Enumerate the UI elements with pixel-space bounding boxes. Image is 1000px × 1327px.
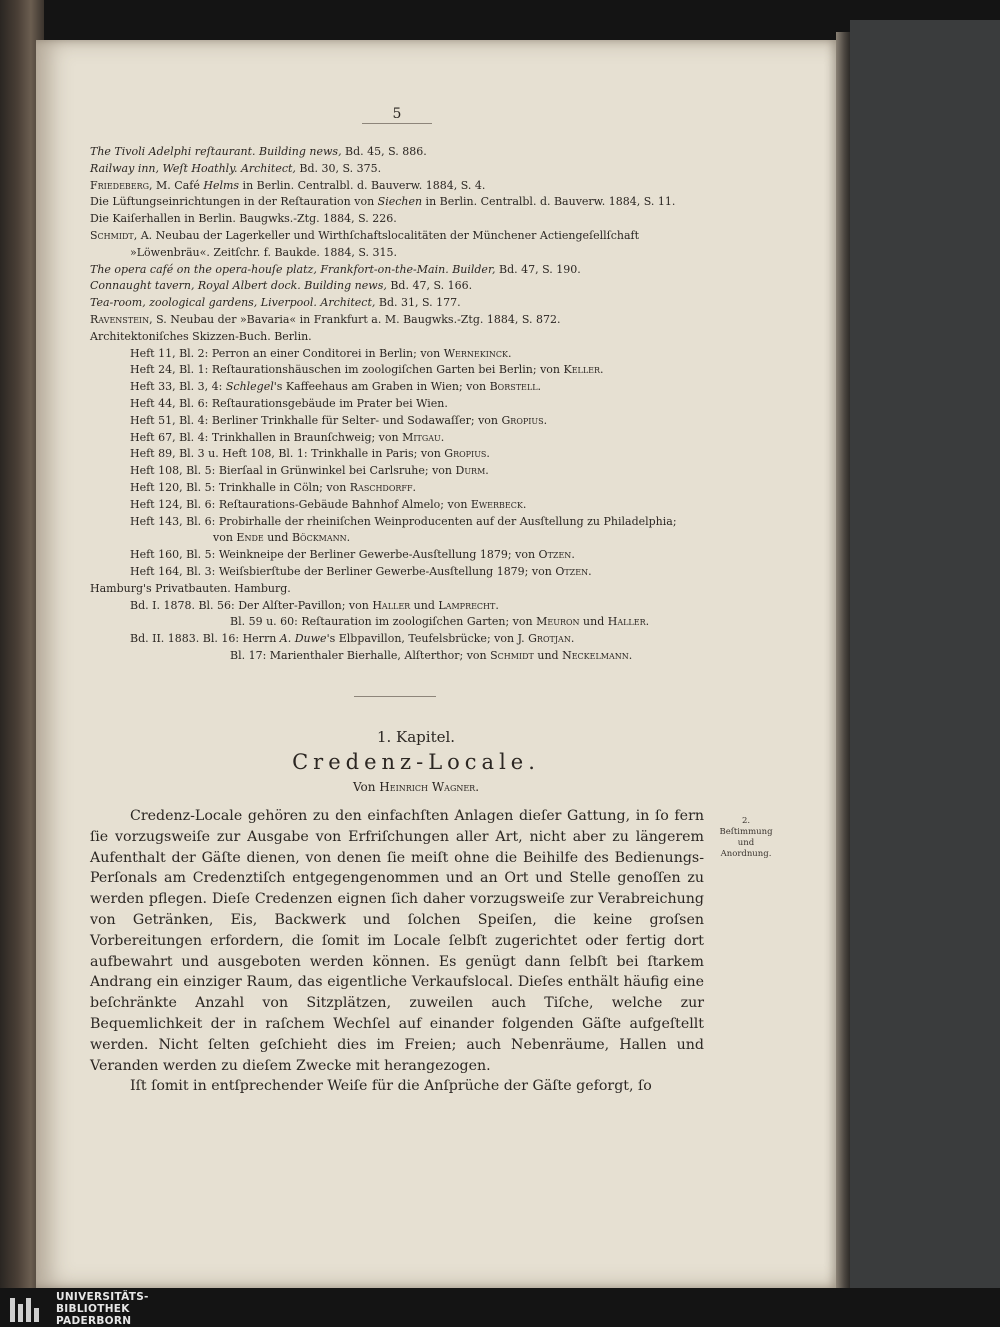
margin-note-line: Anordnung.: [720, 849, 772, 859]
reference-entry: [90, 598, 770, 615]
reference-text: »Löwenbräu«. Zeitſchr. f. Baukde. 1884, S. 315.: [130, 245, 398, 259]
reference-text: Bd. 30, S. 375.: [295, 161, 382, 175]
reference-entry: [90, 161, 770, 178]
author-suffix: .: [475, 780, 480, 794]
reference-text: Railway inn, Weſt Hoathly. Architect,: [90, 161, 296, 175]
book-page: [36, 40, 836, 1288]
page-number: 5: [362, 106, 432, 124]
reference-entry: [90, 413, 770, 430]
reference-entry: [90, 194, 770, 211]
reference-text: Heft 108, Bl. 5: Bierſaal in Grünwinkel bei Carlsruhe; von: [130, 464, 456, 478]
book-cover-right: [850, 20, 1000, 1288]
reference-entry: [90, 480, 770, 497]
reference-entry: [90, 530, 770, 547]
margin-note-line: 2.: [741, 816, 751, 826]
reference-entry: [90, 514, 770, 531]
reference-text: Heft 89, Bl. 3 u. Heft 108, Bl. 1: Trinkhalle in Paris; von: [130, 447, 445, 461]
reference-text: Keller: [563, 363, 601, 377]
reference-text: Otzen: [555, 564, 589, 578]
reference-text: Bd. 31, S. 177.: [375, 296, 461, 310]
reference-text: .: [412, 480, 417, 494]
reference-text: Architektoniſches Skizzen-Buch. Berlin.: [90, 329, 312, 343]
reference-text: Schmidt: [90, 228, 134, 242]
reference-text: Bd. 47, S. 190.: [495, 262, 581, 276]
page-content: [36, 40, 836, 1288]
reference-entry: [90, 581, 770, 598]
body-paragraph: Credenz-Locale gehören zu den einfachſten Anlagen dieſer Gattung, in ſo fern ſie vorzugsweiſe zur Ausgabe von Erfriſchungen aller Art, nicht aber zu längerem Aufenthalt der Gäſte dienen, von denen ſie meiſt ohne die Beihilfe des Bedienungs-Perſonals am Credenztiſch entgegengenommen und an Ort und Stelle genoſſen zu werden pflegen. Dieſe Credenzen eignen ſich daher vorzugsweiſe zur Verabreichung von Getränken, Eis, Backwerk und ſolchen Speiſen, die keine groſsen Vorbereitungen erfordern, die ſomit im Locale ſelbſt zugerichtet oder fertig dort aufbewahrt und ausgeboten werden können. Es genügt dann ſelbſt bei ſtarkem Andrang ein einziger Raum, das eigentliche Verkaufslocal. Dieſes enthält häufig eine beſchränkte Anzahl von Sitzplätzen, zuweilen auch Tiſche, welche zur Bequemlichkeit der in raſchem Wechſel auf einander folgenden Gäſte aufgeſtellt werden. Nicht ſelten geſchieht dies im Freien; auch Nebenräume, Hallen und Veranden werden zu dieſem Zwecke mit herangezogen.: [90, 808, 704, 1074]
library-logo-icon: [10, 1298, 40, 1322]
reference-text: Raschdorff: [349, 480, 413, 494]
reference-entry: [90, 648, 770, 665]
reference-text: A. Duwe: [279, 632, 327, 646]
reference-text: Connaught tavern, Royal Albert dock. Building news,: [90, 279, 387, 293]
page-edge-right: [836, 32, 850, 1288]
reference-text: .: [570, 632, 575, 646]
logo-line: UNIVERSITÄTS-: [56, 1291, 149, 1303]
logo-line: PADERBORN: [56, 1315, 132, 1327]
reference-text: Tea-room, zoological gardens, Liverpool. Architect,: [90, 296, 376, 310]
author-name: Heinrich Wagner: [379, 780, 476, 794]
reference-text: Heft 44, Bl. 6: Reſtaurationsgebäude im Prater bei Wien.: [130, 396, 448, 410]
reference-text: Heft 124, Bl. 6: Reſtaurations-Gebäude Bahnhof Almelo; von: [130, 497, 471, 511]
reference-text: The Tivoli Adelphi reſtaurant. Building news,: [90, 145, 342, 158]
reference-entry: [90, 211, 770, 228]
reference-text: Bd. I. 1878. Bl. 56: Der Alſter-Pavillon; von: [130, 598, 373, 612]
reference-text: Ravenstein: [90, 312, 150, 326]
bibliography-list: [90, 144, 770, 665]
reference-text: Haller: [607, 615, 646, 629]
reference-text: Heft 143, Bl. 6: Probirhalle der rheiniſchen Weinproducenten auf der Ausſtellung zu Philadelphia;: [130, 514, 677, 528]
library-logo-text: [56, 1291, 149, 1327]
reference-text: The opera café on the opera-houſe platz, Frankfort-on-the-Main. Builder,: [90, 262, 496, 276]
reference-text: Durm: [455, 464, 486, 478]
chapter-number: 1. Kapitel.: [376, 728, 456, 746]
reference-entry: [90, 262, 770, 279]
reference-text: und: [263, 531, 292, 545]
reference-text: Borstell: [489, 380, 538, 394]
reference-text: , A. Neubau der Lagerkeller und Wirthſchaftslocalitäten der Münchener Actiengeſellſchaft: [133, 228, 640, 242]
chapter-author: [36, 780, 796, 794]
reference-text: Heft 67, Bl. 4: Trinkhallen in Braunſchweig; von: [130, 430, 403, 444]
reference-text: Hamburg's Privatbauten. Hamburg.: [90, 581, 291, 595]
reference-text: Ende: [236, 531, 264, 545]
reference-text: Friedeberg: [90, 178, 150, 192]
reference-entry: [90, 178, 770, 195]
reference-text: Mitgau: [402, 430, 441, 444]
reference-text: Die Kaiſerhallen in Berlin. Baugwks.-Ztg. 1884, S. 226.: [90, 212, 397, 226]
margin-note-line: Beſtimmung: [719, 827, 773, 837]
author-prefix: Von: [352, 780, 380, 794]
reference-text: Gropius: [501, 413, 544, 427]
reference-text: , M. Café: [149, 178, 204, 192]
reference-text: .: [486, 447, 490, 461]
reference-entry: [90, 312, 770, 329]
reference-text: in Berlin. Centralbl. d. Bauverw. 1884, S. 11.: [422, 195, 676, 209]
reference-text: .: [588, 564, 592, 578]
reference-text: Wernekinck: [443, 346, 508, 360]
reference-text: und: [533, 648, 563, 662]
reference-entry: [90, 430, 770, 447]
reference-entry: [90, 329, 770, 346]
footer-bar: [0, 1288, 1000, 1327]
reference-text: .: [485, 464, 489, 478]
reference-text: .: [543, 413, 548, 427]
reference-text: Bd. 45, S. 886.: [341, 145, 427, 158]
reference-entry: [90, 614, 770, 631]
reference-text: in Berlin. Centralbl. d. Bauverw. 1884, S. 4.: [239, 178, 486, 192]
reference-entry: [90, 245, 770, 262]
reference-entry: [90, 379, 770, 396]
reference-text: .: [507, 346, 512, 360]
reference-text: 's Kaffeehaus am Graben in Wien; von: [273, 380, 490, 394]
reference-text: Otzen: [538, 548, 572, 562]
reference-entry: [90, 547, 770, 564]
reference-text: .: [522, 497, 527, 511]
body-text: [90, 806, 704, 1097]
reference-text: Böckmann: [291, 531, 347, 545]
reference-text: Bl. 17: Marienthaler Bierhalle, Alſterthor; von: [230, 648, 491, 662]
reference-text: .: [346, 531, 351, 545]
reference-text: Heft 33, Bl. 3, 4:: [130, 380, 226, 394]
reference-text: Bl. 59 u. 60: Reſtauration im zoologiſchen Garten; von: [230, 615, 537, 629]
reference-text: .: [440, 430, 445, 444]
reference-entry: [90, 278, 770, 295]
reference-text: Heft 120, Bl. 5: Trinkhalle in Cöln; von: [130, 480, 350, 494]
reference-entry: [90, 144, 770, 161]
reference-text: Bd. II. 1883. Bl. 16: Herrn: [130, 632, 280, 646]
logo-line: BIBLIOTHEK: [56, 1303, 130, 1315]
margin-note-line: und: [737, 838, 755, 848]
reference-entry: [90, 346, 770, 363]
reference-text: Schmidt: [490, 648, 534, 662]
reference-entry: [90, 228, 770, 245]
reference-text: .: [571, 548, 575, 562]
reference-text: .: [600, 363, 604, 377]
reference-entry: [90, 446, 770, 463]
reference-text: Heft 51, Bl. 4: Berliner Trinkhalle für Selter- und Sodawaſſer; von: [130, 413, 502, 427]
reference-text: Lamprecht: [438, 598, 496, 612]
reference-text: Heft 24, Bl. 1: Reſtaurationshäuschen im zoologiſchen Garten bei Berlin; von: [130, 363, 564, 377]
section-divider: [354, 696, 436, 697]
reference-entry: [90, 564, 770, 581]
reference-text: und: [410, 598, 439, 612]
reference-text: Helms: [203, 178, 240, 192]
margin-note: [712, 816, 780, 860]
reference-text: Schlegel: [225, 380, 274, 394]
reference-entry: [90, 631, 770, 648]
reference-text: 's Elbpavillon, Teufelsbrücke; von: [326, 632, 518, 646]
reference-text: J. Grotjan: [517, 632, 571, 646]
reference-text: Neckelmann: [562, 648, 629, 662]
reference-text: .: [495, 598, 499, 612]
reference-text: Ewerbeck: [470, 497, 523, 511]
reference-text: Heft 160, Bl. 5: Weinkneipe der Berliner Gewerbe-Ausſtellung 1879; von: [130, 548, 539, 562]
reference-text: Siechen: [377, 195, 423, 209]
reference-text: .: [645, 615, 650, 629]
reference-text: Die Lüftungseinrichtungen in der Reſtauration von: [90, 195, 378, 209]
reference-text: Heft 164, Bl. 3: Weiſsbierſtube der Berliner Gewerbe-Ausſtellung 1879; von: [130, 564, 556, 578]
reference-text: und: [579, 615, 608, 629]
reference-entry: [90, 362, 770, 379]
chapter-title: Credenz-Locale.: [292, 750, 540, 774]
reference-text: , S. Neubau der »Bavaria« in Frankfurt a. M. Baugwks.-Ztg. 1884, S. 872.: [149, 312, 561, 326]
reference-text: Heft 11, Bl. 2: Perron an einer Conditorei in Berlin; von: [130, 346, 444, 360]
reference-entry: [90, 463, 770, 480]
reference-text: Meuron: [536, 615, 580, 629]
reference-text: Haller: [372, 598, 411, 612]
reference-text: von: [213, 531, 237, 545]
body-paragraph: Iſt ſomit in entſprechender Weiſe für die Anſprüche der Gäſte geforgt, ſo: [130, 1078, 652, 1095]
reference-entry: [90, 497, 770, 514]
reference-text: .: [537, 380, 542, 394]
reference-text: .: [628, 648, 633, 662]
reference-text: Gropius: [444, 447, 487, 461]
reference-entry: [90, 396, 770, 413]
reference-entry: [90, 295, 770, 312]
reference-text: Bd. 47, S. 166.: [386, 279, 473, 293]
